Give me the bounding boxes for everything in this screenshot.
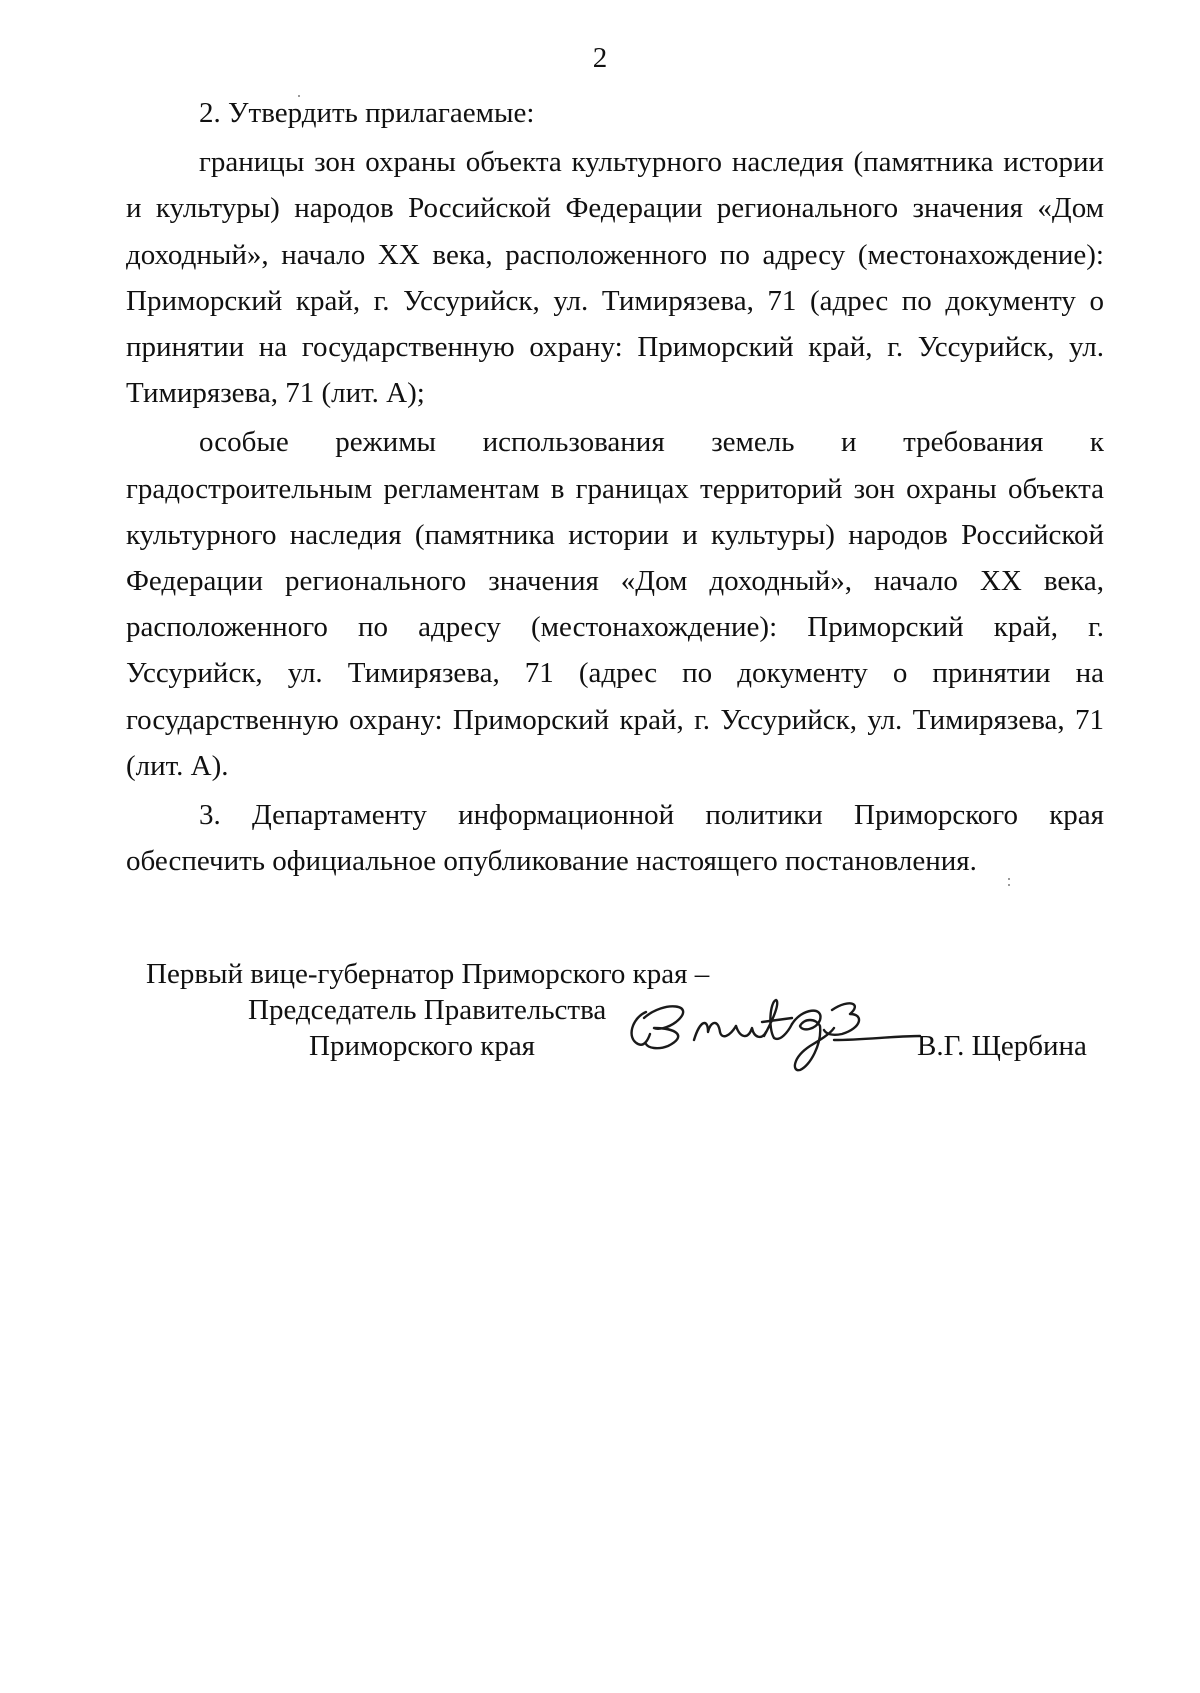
signature-block — [0, 956, 1200, 1086]
scan-speck — [1008, 884, 1010, 886]
signer-title-line-3: Приморского края — [309, 1030, 536, 1062]
paragraph-approve-heading: 2. Утвердить прилагаемые: — [199, 97, 535, 129]
paragraph-zone-boundaries: границы зон охраны объекта культурного наследия (памятника истории и культуры) народов Российской Федерации регионального значения «Дом доходный», начало XX века, расположенного по адресу (местонахождение): Приморский край, г. Уссурийск, ул. Тимирязева, 71 (адрес по документу о принятии на государственную охрану: Приморский край, г. Уссурийск, ул. Тимирязева, 71 (лит. А); — [126, 146, 1104, 410]
scan-speck — [1008, 878, 1010, 880]
paragraph-publication-order: 3. Департаменту информационной политики Приморского края обеспечить официальное опубликование настоящего постановления. — [126, 799, 1104, 878]
handwritten-signature — [624, 988, 954, 1078]
signer-title-line-1: Первый вице-губернатор Приморского края – — [146, 958, 710, 990]
paragraph-land-use-regimes: особые режимы использования земель и требования к градостроительным регламентам в границах территорий зон охраны объекта культурного наследия (памятника истории и культуры) народов Российской Федерации регионального значения «Дом доходный», начало XX века, расположенного по адресу (местонахождение): Приморский край, г. Уссурийск, ул. Тимирязева, 71 (адрес по документу о принятии на государственную охрану: Приморский край, г. Уссурийск, ул. Тимирязева, 71 (лит. А). — [126, 426, 1104, 782]
page-number: 2 — [592, 42, 608, 74]
signer-name: В.Г. Щербина — [917, 1030, 1087, 1062]
document-body — [126, 90, 1104, 887]
scan-speck — [298, 95, 300, 97]
signer-title-line-2: Председатель Правительства — [248, 994, 607, 1026]
